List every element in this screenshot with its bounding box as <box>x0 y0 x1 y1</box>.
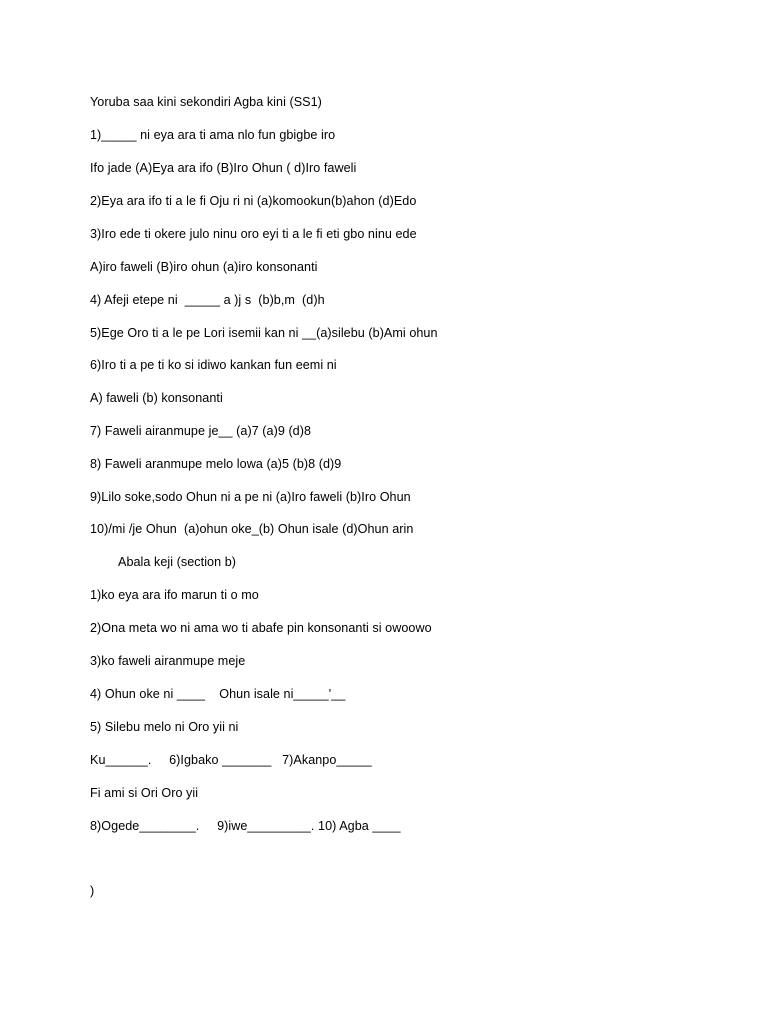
section-b-question-5: 5) Silebu melo ni Oro yii ni <box>90 720 239 734</box>
question-5: 5)Ege Oro ti a le pe Lori isemii kan ni __(a)silebu (b)Ami ohun <box>90 326 438 340</box>
question-1: 1)_____ ni eya ara ti ama nlo fun gbigbe iro <box>90 128 336 142</box>
question-2: 2)Eya ara ifo ti a le fi Oju ri ni (a)komookun(b)ahon (d)Edo <box>90 194 417 208</box>
section-b-question-5-7-blanks: Ku______. 6)Igbako _______ 7)Akanpo_____ <box>90 753 372 767</box>
question-7: 7) Faweli airanmupe je__ (a)7 (a)9 (d)8 <box>90 424 312 438</box>
question-9: 9)Lilo soke,sodo Ohun ni a pe ni (a)Iro faweli (b)Iro Ohun <box>90 490 411 504</box>
stray-parenthesis: ) <box>90 884 95 898</box>
section-b-question-2: 2)Ona meta wo ni ama wo ti abafe pin konsonanti si owoowo <box>90 621 432 635</box>
section-b-question-1: 1)ko eya ara ifo marun ti o mo <box>90 588 259 602</box>
question-1-options: Ifo jade (A)Eya ara ifo (B)Iro Ohun ( d)Iro faweli <box>90 161 357 175</box>
question-6: 6)Iro ti a pe ti ko si idiwo kankan fun eemi ni <box>90 358 337 372</box>
section-b-question-3: 3)ko faweli airanmupe meje <box>90 654 246 668</box>
section-b-heading: Abala keji (section b) <box>118 555 236 569</box>
question-10: 10)/mi /je Ohun (a)ohun oke_(b) Ohun isale (d)Ohun arin <box>90 522 414 536</box>
question-4: 4) Afeji etepe ni _____ a )j s (b)b,m (d)h <box>90 293 325 307</box>
question-6-options: A) faweli (b) konsonanti <box>90 391 223 405</box>
question-3-options: A)iro faweli (B)iro ohun (a)iro konsonanti <box>90 260 318 274</box>
document-title: Yoruba saa kini sekondiri Agba kini (SS1) <box>90 95 322 109</box>
section-b-question-8-10-blanks: 8)Ogede________. 9)iwe_________. 10) Agba ____ <box>90 819 401 833</box>
question-8: 8) Faweli aranmupe melo lowa (a)5 (b)8 (d)9 <box>90 457 342 471</box>
question-3: 3)Iro ede ti okere julo ninu oro eyi ti a le fi eti gbo ninu ede <box>90 227 417 241</box>
section-b-question-4: 4) Ohun oke ni ____ Ohun isale ni_____'__ <box>90 687 346 701</box>
section-b-instruction: Fi ami si Ori Oro yii <box>90 786 199 800</box>
